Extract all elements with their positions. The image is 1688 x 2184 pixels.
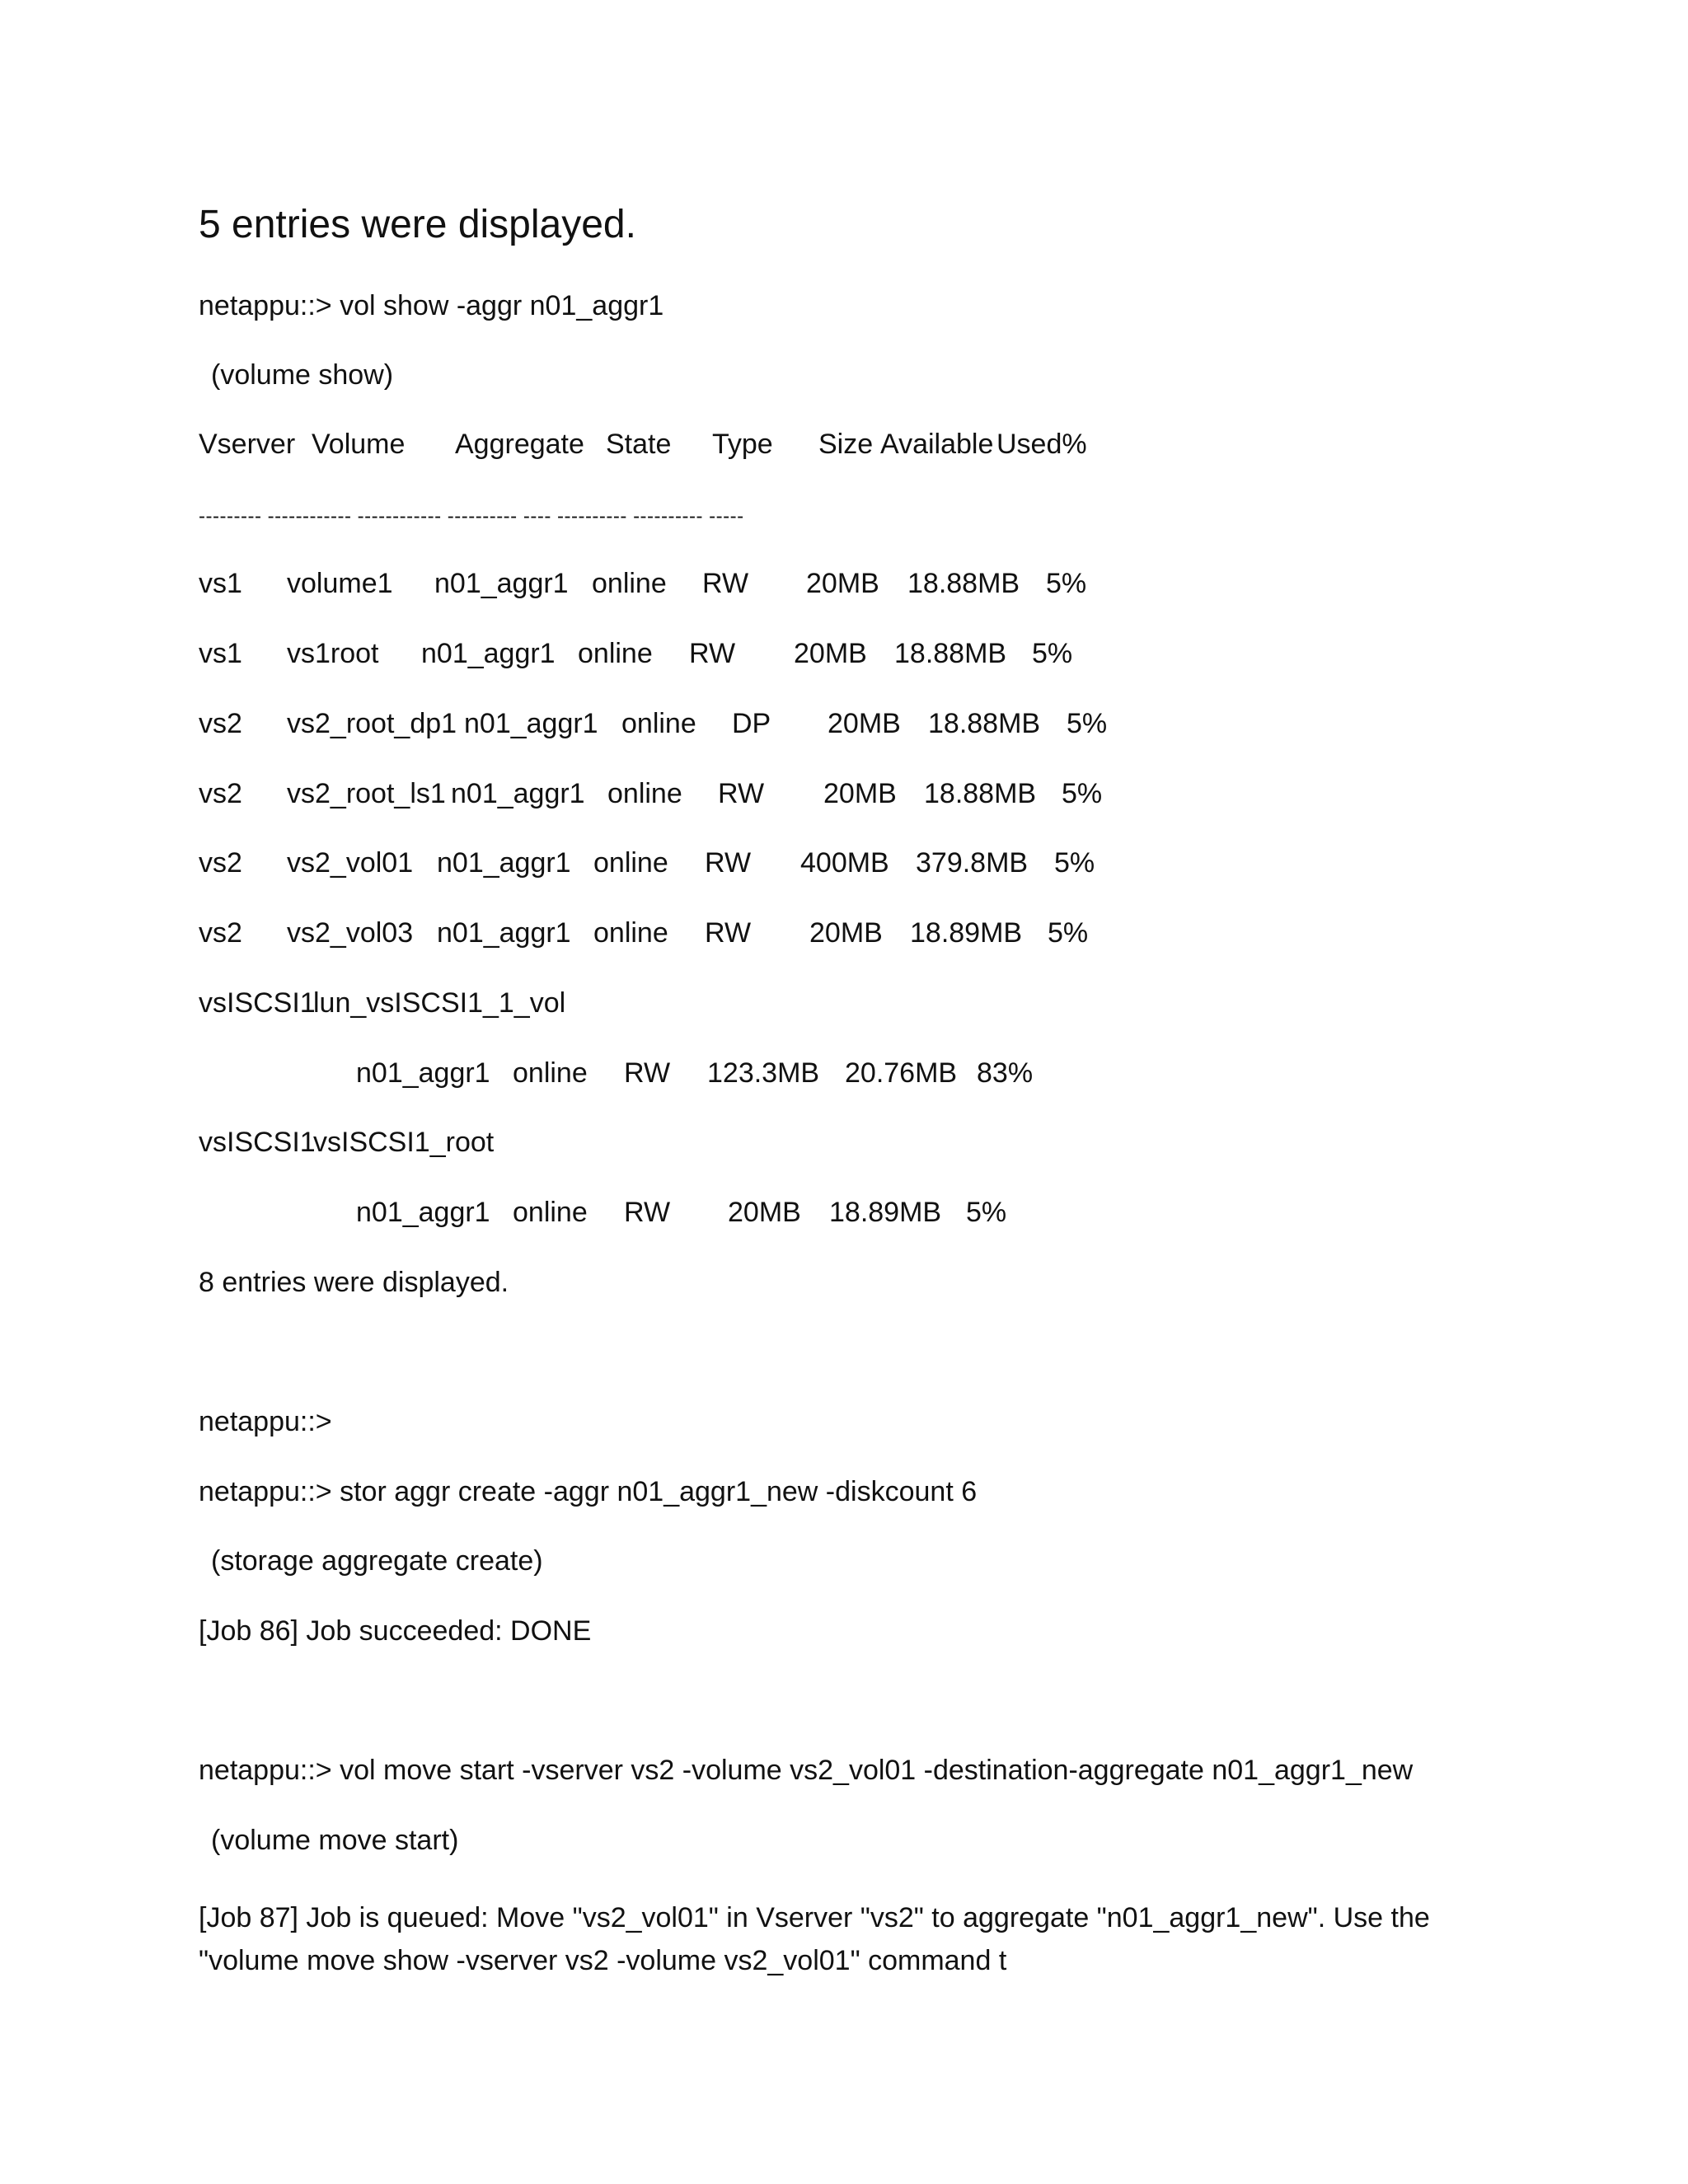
cell-aggregate: n01_aggr1 [437,847,571,879]
cell-state: online [593,917,668,949]
cell-vserver: vs1 [199,638,242,669]
table-row [0,846,1688,880]
aggr-create-command: netappu::> stor aggr create -aggr n01_aggr1_new -diskcount 6 [199,1476,978,1507]
cell-size: 20MB [728,1197,801,1228]
cell-type: RW [702,568,749,599]
cell-volume: vs2_root_dp1 [287,708,457,739]
cell-vserver: vs2 [199,917,242,949]
cell-state: online [607,778,682,809]
cell-size: 20MB [828,708,901,739]
entries-displayed-text: 8 entries were displayed. [199,1267,509,1298]
cell-type: RW [624,1057,671,1089]
cell-size: 20MB [794,638,867,669]
cell-used-percent: 5% [1054,847,1095,879]
header-aggregate: Aggregate [455,429,584,460]
cell-used-percent: 5% [1067,708,1108,739]
cell-type: RW [624,1197,671,1228]
cell-used-percent: 83% [977,1057,1034,1089]
cell-aggregate: n01_aggr1 [421,638,556,669]
cell-volume: volume1 [287,568,393,599]
cell-available: 18.88MB [928,708,1041,739]
header-used-percent: Used% [996,429,1087,460]
header-available: Available [880,429,994,460]
cell-volume: vs2_vol01 [287,847,414,879]
table-row [0,916,1688,950]
entries-displayed-heading: 5 entries were displayed. [199,203,636,246]
cell-available: 379.8MB [916,847,1029,879]
cell-volume: vs2_root_ls1 [287,778,446,809]
cell-aggregate: n01_aggr1 [434,568,569,599]
cell-aggregate: n01_aggr1 [437,917,571,949]
cell-state: online [592,568,667,599]
cell-volume: vs1root [287,638,379,669]
cell-aggregate: n01_aggr1 [464,708,598,739]
cell-size: 20MB [823,778,897,809]
cell-state: online [621,708,696,739]
vol-move-command: netappu::> vol move start -vserver vs2 -volume vs2_vol01 -destination-aggregate n01_aggr1_new [199,1755,1414,1786]
cell-type: DP [732,708,771,739]
cell-used-percent: 5% [1046,568,1087,599]
cell-size: 123.3MB [707,1057,820,1089]
cell-vserver: vs1 [199,568,242,599]
cell-available: 18.88MB [894,638,1007,669]
job87-status: [Job 87] Job is queued: Move "vs2_vol01" in Vserver "vs2" to aggregate "n01_aggr1_new". Use the "volume move show -vserver vs2 -volume vs2_vol01" command t [199,1902,1430,1976]
cell-size: 400MB [800,847,889,879]
table-row-wrapped-values [0,1056,1688,1090]
cell-state: online [578,638,653,669]
vol-show-alias: (volume show) [211,359,394,391]
cell-state: online [513,1197,588,1228]
cell-aggregate: n01_aggr1 [451,778,585,809]
table-header-row [0,427,1688,462]
table-separator: --------- ------------ ------------ ---------- ---- ---------- ---------- ----- [199,505,744,527]
cell-volume: lun_vsISCSI1_1_vol [313,987,566,1019]
table-row [0,706,1688,741]
job86-status: [Job 86] Job succeeded: DONE [199,1615,592,1647]
vol-show-command: netappu::> vol show -aggr n01_aggr1 [199,290,664,321]
header-size: Size [818,429,874,460]
cell-available: 18.89MB [829,1197,942,1228]
cell-vserver: vs2 [199,778,242,809]
header-state: State [606,429,672,460]
cell-state: online [593,847,668,879]
header-volume: Volume [312,429,406,460]
table-row-wrapped-head [0,986,1688,1020]
table-row [0,566,1688,601]
cli-prompt: netappu::> [199,1406,332,1437]
cell-type: RW [705,847,752,879]
cell-vserver: vs2 [199,708,242,739]
cell-available: 18.88MB [907,568,1020,599]
cell-volume: vs2_vol03 [287,917,414,949]
cell-used-percent: 5% [1048,917,1089,949]
table-row [0,776,1688,811]
header-type: Type [712,429,773,460]
cell-volume: vsISCSI1_root [313,1127,495,1158]
cell-used-percent: 5% [1032,638,1073,669]
cell-aggregate: n01_aggr1 [356,1197,490,1228]
table-row-wrapped-head [0,1125,1688,1160]
cell-vserver: vsISCSI1 [199,987,316,1019]
cell-vserver: vsISCSI1 [199,1127,316,1158]
cell-used-percent: 5% [966,1197,1007,1228]
cell-vserver: vs2 [199,847,242,879]
cell-aggregate: n01_aggr1 [356,1057,490,1089]
cell-type: RW [689,638,736,669]
table-row-wrapped-values [0,1195,1688,1230]
aggr-create-alias: (storage aggregate create) [211,1545,543,1577]
cell-state: online [513,1057,588,1089]
cell-size: 20MB [806,568,879,599]
cell-available: 18.89MB [910,917,1023,949]
header-vserver: Vserver [199,429,296,460]
cell-type: RW [705,917,752,949]
cell-used-percent: 5% [1062,778,1103,809]
cell-size: 20MB [809,917,883,949]
table-row [0,636,1688,671]
cell-available: 18.88MB [924,778,1037,809]
cell-available: 20.76MB [845,1057,958,1089]
vol-move-alias: (volume move start) [211,1825,459,1856]
cell-type: RW [718,778,765,809]
